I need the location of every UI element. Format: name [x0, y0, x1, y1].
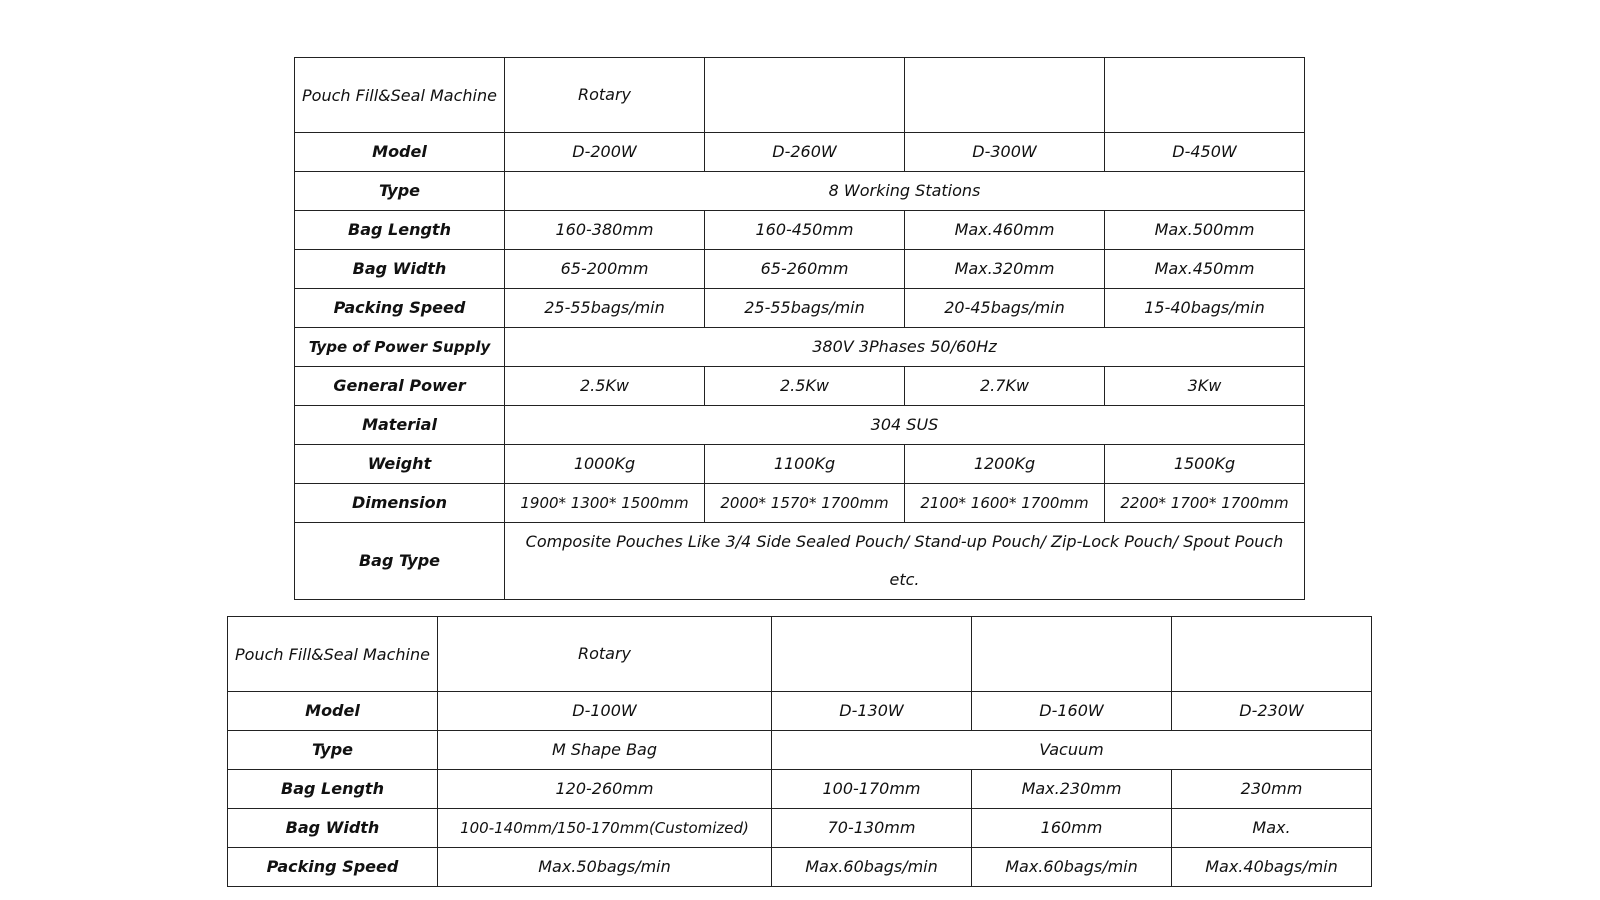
row-label: Packing Speed	[228, 848, 438, 887]
table-cell: 1200Kg	[905, 445, 1105, 484]
table-cell: 3Kw	[1105, 367, 1305, 406]
table-cell: 230mm	[1172, 770, 1372, 809]
row-label: Type	[228, 731, 438, 770]
blank-cell	[972, 617, 1172, 692]
table-row	[295, 211, 1305, 250]
table-row	[228, 848, 1372, 887]
machine-subtitle-cell: Rotary	[505, 58, 705, 133]
table-cell: Max.40bags/min	[1172, 848, 1372, 887]
table-row	[228, 731, 1372, 770]
row-label: Bag Width	[295, 250, 505, 289]
table-cell: 1900* 1300* 1500mm	[505, 484, 705, 523]
table-cell: 1000Kg	[505, 445, 705, 484]
table-cell: 1100Kg	[705, 445, 905, 484]
table-row	[295, 406, 1305, 445]
row-label: Packing Speed	[295, 289, 505, 328]
table-cell: Max.460mm	[905, 211, 1105, 250]
table-cell: D-450W	[1105, 133, 1305, 172]
spec-table-1	[294, 57, 1305, 600]
row-label: Dimension	[295, 484, 505, 523]
blank-cell	[1172, 617, 1372, 692]
row-label: Bag Type	[295, 523, 505, 600]
table-row	[295, 484, 1305, 523]
table-row	[295, 58, 1305, 133]
row-label: Type of Power Supply	[295, 328, 505, 367]
row-label: Bag Length	[295, 211, 505, 250]
row-label: Type	[295, 172, 505, 211]
table-cell: 160-450mm	[705, 211, 905, 250]
table-row	[295, 523, 1305, 600]
machine-title-cell: Pouch Fill&Seal Machine	[228, 617, 438, 692]
row-label: Model	[295, 133, 505, 172]
table-cell: Max.60bags/min	[972, 848, 1172, 887]
table-row	[228, 692, 1372, 731]
table-cell: 1500Kg	[1105, 445, 1305, 484]
table-cell: Max.	[1172, 809, 1372, 848]
table-cell: 100-170mm	[772, 770, 972, 809]
table-cell: D-100W	[438, 692, 772, 731]
table-cell: 2.5Kw	[705, 367, 905, 406]
table-row	[295, 367, 1305, 406]
table-cell: D-160W	[972, 692, 1172, 731]
table-cell: Max.50bags/min	[438, 848, 772, 887]
table-cell: M Shape Bag	[438, 731, 772, 770]
table-cell: Vacuum	[772, 731, 1372, 770]
table-cell: 2.5Kw	[505, 367, 705, 406]
row-label: Bag Length	[228, 770, 438, 809]
table-cell: 15-40bags/min	[1105, 289, 1305, 328]
blank-cell	[705, 58, 905, 133]
table-cell: Composite Pouches Like 3/4 Side Sealed Pouch/ Stand-up Pouch/ Zip-Lock Pouch/ Spout Pouch etc.	[505, 523, 1305, 600]
table-cell: 25-55bags/min	[705, 289, 905, 328]
table-cell: 160-380mm	[505, 211, 705, 250]
table-cell: 120-260mm	[438, 770, 772, 809]
row-label: Bag Width	[228, 809, 438, 848]
table-row	[295, 328, 1305, 367]
table-cell: 65-260mm	[705, 250, 905, 289]
table-row	[295, 445, 1305, 484]
table-cell: D-230W	[1172, 692, 1372, 731]
row-label: Model	[228, 692, 438, 731]
table-cell: Max.450mm	[1105, 250, 1305, 289]
table-cell: D-260W	[705, 133, 905, 172]
table-cell: Max.500mm	[1105, 211, 1305, 250]
table-cell: 20-45bags/min	[905, 289, 1105, 328]
machine-subtitle-cell: Rotary	[438, 617, 772, 692]
table-cell: 100-140mm/150-170mm(Customized)	[438, 809, 772, 848]
blank-cell	[905, 58, 1105, 133]
table-row	[295, 289, 1305, 328]
table-cell: D-130W	[772, 692, 972, 731]
table-row	[228, 617, 1372, 692]
row-label: General Power	[295, 367, 505, 406]
table-cell: D-300W	[905, 133, 1105, 172]
row-label: Weight	[295, 445, 505, 484]
table-cell: 2200* 1700* 1700mm	[1105, 484, 1305, 523]
table-cell: 25-55bags/min	[505, 289, 705, 328]
spec-table-2	[227, 616, 1372, 887]
table-cell: 8 Working Stations	[505, 172, 1305, 211]
table-cell: 2100* 1600* 1700mm	[905, 484, 1105, 523]
table-cell: 2.7Kw	[905, 367, 1105, 406]
table-cell: 380V 3Phases 50/60Hz	[505, 328, 1305, 367]
table-cell: 160mm	[972, 809, 1172, 848]
machine-title-cell: Pouch Fill&Seal Machine	[295, 58, 505, 133]
table-row	[228, 770, 1372, 809]
table-cell: D-200W	[505, 133, 705, 172]
table-cell: 70-130mm	[772, 809, 972, 848]
table-cell: Max.320mm	[905, 250, 1105, 289]
table-row	[295, 133, 1305, 172]
table-cell: 304 SUS	[505, 406, 1305, 445]
table-row	[295, 250, 1305, 289]
table-cell: Max.230mm	[972, 770, 1172, 809]
blank-cell	[1105, 58, 1305, 133]
table-cell: Max.60bags/min	[772, 848, 972, 887]
blank-cell	[772, 617, 972, 692]
table-row	[228, 809, 1372, 848]
table-row	[295, 172, 1305, 211]
table-cell: 65-200mm	[505, 250, 705, 289]
row-label: Material	[295, 406, 505, 445]
table-cell: 2000* 1570* 1700mm	[705, 484, 905, 523]
